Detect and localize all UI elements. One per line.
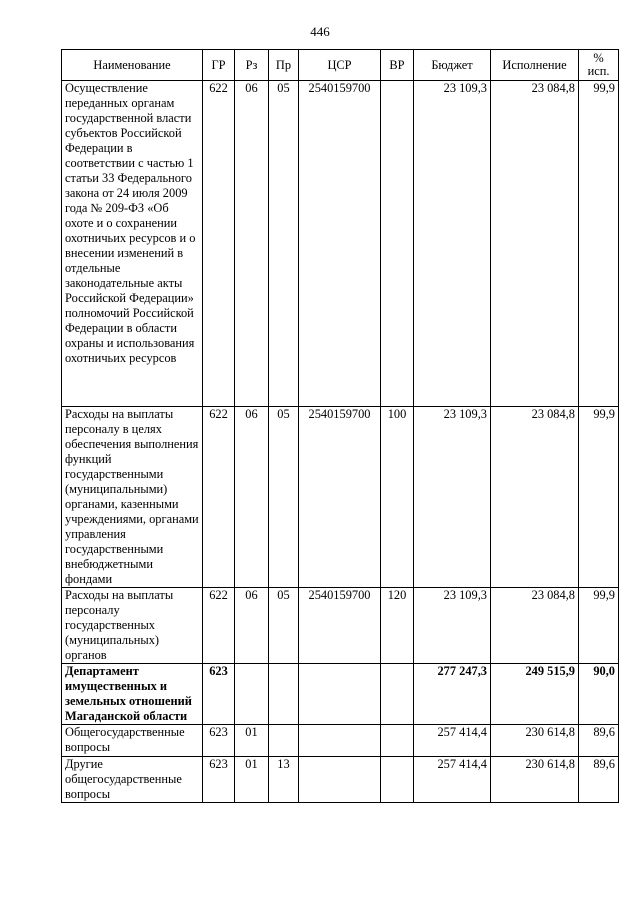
- header-percent: [579, 50, 619, 81]
- row-execution: 23 084,8: [491, 407, 579, 588]
- header-rz: Рз: [235, 50, 269, 81]
- row-percent: 99,9: [579, 407, 619, 588]
- row-name: Расходы на выплаты персоналу государственных (муниципальных) органов: [62, 588, 203, 664]
- row-rz: 06: [235, 81, 269, 407]
- header-execution: Исполнение: [491, 50, 579, 81]
- row-rz: 01: [235, 757, 269, 803]
- row-budget: 23 109,3: [414, 588, 491, 664]
- row-gr: 622: [203, 81, 235, 407]
- row-gr: 622: [203, 588, 235, 664]
- row-budget: 23 109,3: [414, 81, 491, 407]
- row-pr: [269, 664, 299, 725]
- header-percent-sign: %: [593, 51, 604, 65]
- header-csr: ЦСР: [299, 50, 381, 81]
- table-row: [62, 664, 619, 725]
- page-number: 446: [310, 24, 330, 39]
- table-row: [62, 407, 619, 588]
- row-name: Департамент имущественных и земельных отношений Магаданской области: [62, 664, 203, 725]
- row-vr: 120: [381, 588, 414, 664]
- row-pr: 13: [269, 757, 299, 803]
- header-gr: ГР: [203, 50, 235, 81]
- row-pr: 05: [269, 588, 299, 664]
- row-gr: 622: [203, 407, 235, 588]
- row-percent: 89,6: [579, 725, 619, 757]
- row-csr: 2540159700: [299, 407, 381, 588]
- row-budget: 277 247,3: [414, 664, 491, 725]
- row-percent: 90,0: [579, 664, 619, 725]
- row-vr: [381, 81, 414, 407]
- row-gr: 623: [203, 664, 235, 725]
- row-name: Осуществление переданных органам государственной власти субъектов Российской Федерации в соответствии с частью 1 статьи 33 Федерального закона от 24 июля 2009 года № 209-ФЗ «Об охоте и о сохранении охотничьих ресурсов и о внесении изменений в отдельные законодательные акты Российской Федерации» полномочий Российской Федерации в области охраны и использования охотничьих ресурсов: [62, 81, 203, 407]
- row-gr: 623: [203, 757, 235, 803]
- row-percent: 89,6: [579, 757, 619, 803]
- row-rz: [235, 664, 269, 725]
- table-row: [62, 81, 619, 407]
- row-name: Расходы на выплаты персоналу в целях обеспечения выполнения функций государственными (муниципальными) органами, казенными учреждениями, органами управления государственными внебюджетными фондами: [62, 407, 203, 588]
- row-rz: 06: [235, 588, 269, 664]
- table-row: [62, 725, 619, 757]
- row-pr: 05: [269, 407, 299, 588]
- row-vr: [381, 725, 414, 757]
- row-budget: 257 414,4: [414, 757, 491, 803]
- header-vr: ВР: [381, 50, 414, 81]
- row-csr: [299, 664, 381, 725]
- header-name: Наименование: [62, 50, 203, 81]
- row-name: Общегосударственные вопросы: [62, 725, 203, 757]
- row-pr: 05: [269, 81, 299, 407]
- table-row: [62, 757, 619, 803]
- row-rz: 01: [235, 725, 269, 757]
- row-execution: 230 614,8: [491, 725, 579, 757]
- row-execution: 23 084,8: [491, 588, 579, 664]
- row-budget: 257 414,4: [414, 725, 491, 757]
- budget-execution-table: [61, 49, 619, 803]
- row-vr: [381, 757, 414, 803]
- table-header-row: [62, 50, 619, 81]
- row-vr: 100: [381, 407, 414, 588]
- table-row: [62, 588, 619, 664]
- row-vr: [381, 664, 414, 725]
- row-percent: 99,9: [579, 81, 619, 407]
- header-percent-label: исп.: [587, 64, 610, 78]
- row-name: Другие общегосударственные вопросы: [62, 757, 203, 803]
- row-csr: 2540159700: [299, 588, 381, 664]
- row-percent: 99,9: [579, 588, 619, 664]
- header-budget: Бюджет: [414, 50, 491, 81]
- row-execution: 230 614,8: [491, 757, 579, 803]
- row-gr: 623: [203, 725, 235, 757]
- row-execution: 249 515,9: [491, 664, 579, 725]
- row-budget: 23 109,3: [414, 407, 491, 588]
- row-csr: [299, 725, 381, 757]
- row-execution: 23 084,8: [491, 81, 579, 407]
- row-csr: 2540159700: [299, 81, 381, 407]
- row-pr: [269, 725, 299, 757]
- header-pr: Пр: [269, 50, 299, 81]
- row-csr: [299, 757, 381, 803]
- row-rz: 06: [235, 407, 269, 588]
